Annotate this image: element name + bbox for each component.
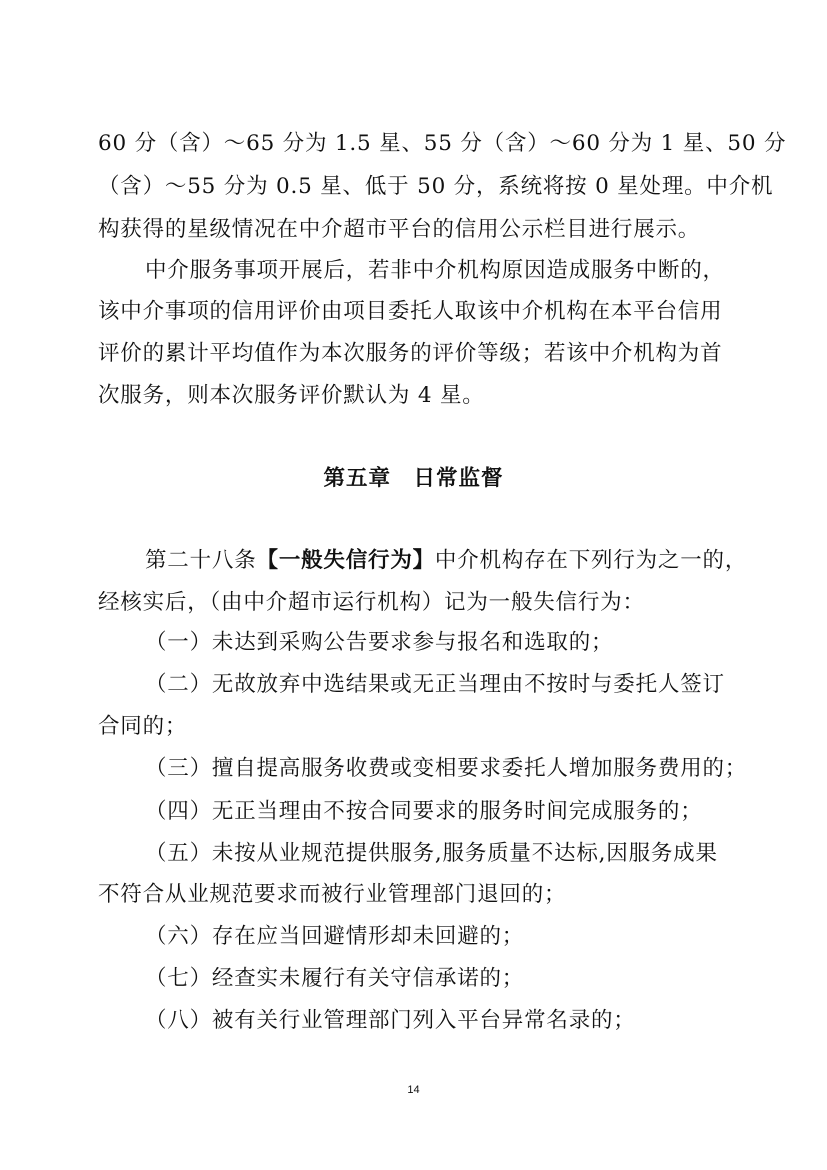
- item-7: （七）经查实未履行有关守信承诺的；: [145, 966, 525, 991]
- item-2-line-1: （二）无故放弃中选结果或无正当理由不按时与委托人签订: [145, 672, 725, 697]
- continuation-line-3: 构获得的星级情况在中介超市平台的信用公示栏目进行展示。: [98, 217, 701, 242]
- interruption-line-1: 中介服务事项开展后，若非中介机构原因造成服务中断的，: [145, 258, 725, 283]
- interruption-line-2: 该中介事项的信用评价由项目委托人取该中介机构在本平台信用: [98, 299, 723, 324]
- article-28-intro: 中介机构存在下列行为之一的，: [434, 548, 748, 573]
- page-number: 14: [407, 1084, 420, 1096]
- interruption-line-4: 次服务，则本次服务评价默认为 4 星。: [98, 383, 485, 408]
- article-28-line-2: 经核实后，（由中介超市运行机构）记为一般失信行为：: [98, 590, 645, 615]
- article-28-line-1: [145, 546, 748, 576]
- chapter-heading: 第五章 日常监督: [323, 466, 504, 491]
- interruption-line-3: 评价的累计平均值作为本次服务的评价等级；若该中介机构为首: [98, 341, 723, 366]
- article-28-title: 【一般失信行为】: [256, 548, 435, 573]
- item-5-line-2: 不符合从业规范要求而被行业管理部门退回的；: [98, 882, 567, 907]
- item-2-line-2: 合同的；: [98, 714, 188, 739]
- continuation-line-1: 60 分（含）～65 分为 1.5 星、55 分（含）～60 分为 1 星、50 分: [98, 131, 787, 156]
- item-3: （三）擅自提高服务收费或变相要求委托人增加服务费用的；: [145, 756, 748, 781]
- continuation-line-2: （含）～55 分为 0.5 星、低于 50 分，系统将按 0 星处理。中介机: [98, 174, 774, 199]
- item-6: （六）存在应当回避情形却未回避的；: [145, 924, 525, 949]
- item-5-line-1: （五）未按从业规范提供服务,服务质量不达标,因服务成果: [145, 841, 718, 866]
- item-1: （一）未达到采购公告要求参与报名和选取的；: [145, 630, 614, 655]
- item-8: （八）被有关行业管理部门列入平台异常名录的；: [145, 1008, 636, 1033]
- item-4: （四）无正当理由不按合同要求的服务时间完成服务的；: [145, 799, 703, 824]
- article-28-number: 第二十八条: [145, 548, 257, 573]
